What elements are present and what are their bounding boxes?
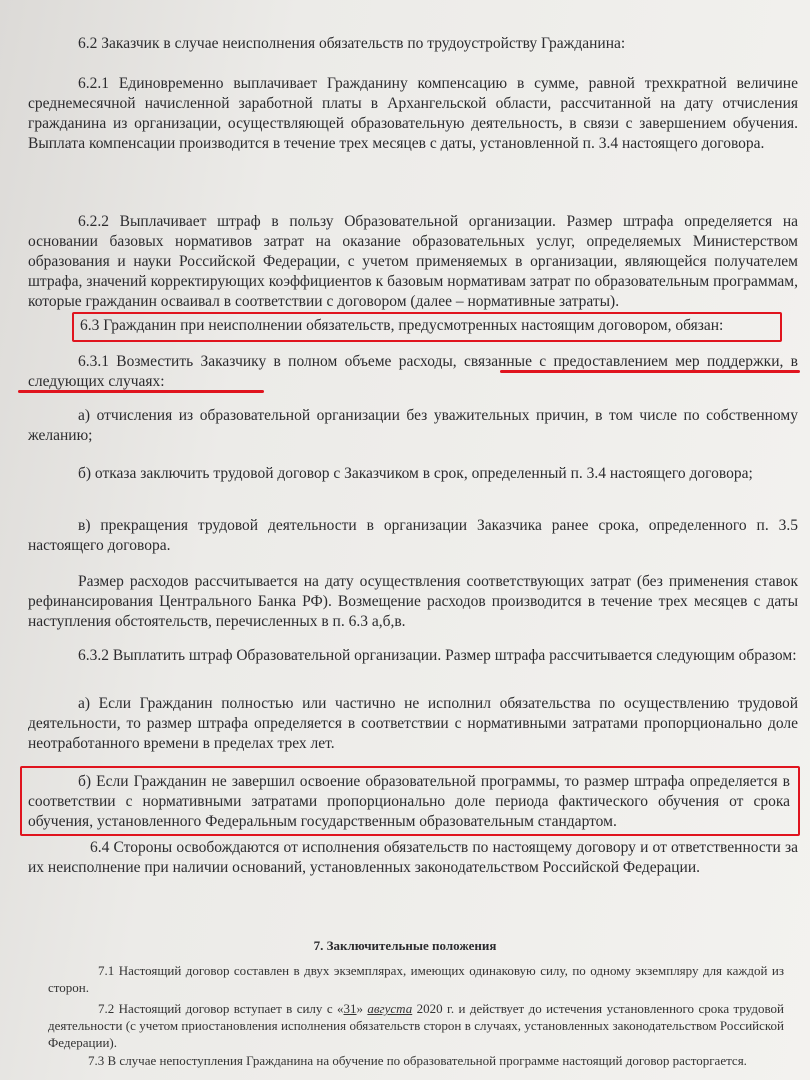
- clause-7-2-month: августа: [367, 1001, 413, 1016]
- highlight-underline-2: [18, 390, 264, 393]
- clause-6-3-1-b: б) отказа заключить трудовой договор с Заказчиком в срок, определенный п. 3.4 настоящего договора;: [78, 465, 753, 482]
- clause-7-2: [48, 1000, 784, 1051]
- clause-6-3-2-a: а) Если Гражданин полностью или частично не исполнил обязательства по осуществлению трудовой деятельности, то размер штрафа определяется в соответствии с нормативными затратами пропорционально доле неотработанного времени в пределах трех лет.: [28, 695, 798, 752]
- clause-6-3-1-a: а) отчисления из образовательной организации без уважительных причин, в том числе по собственному желанию;: [28, 407, 798, 444]
- clause-7-3: 7.3 В случае непоступления Гражданина на обучение по образовательной программе настоящий договор расторгается.: [88, 1053, 747, 1068]
- clause-7-2-day: 31: [343, 1001, 357, 1016]
- clause-6-3-2: 6.3.2 Выплатить штраф Образовательной организации. Размер штрафа рассчитывается следующим образом:: [78, 647, 797, 664]
- section-7-title: 7. Заключительные положения: [313, 938, 497, 953]
- clause-razmer-raskhodov: Размер расходов рассчитывается на дату осуществления соответствующих затрат (без применения ставок рефинансирования Центрального Банка РФ). Возмещение расходов производится в течение трех месяцев с даты наступления обстоятельств, перечисленных в п. 6.3 а,б,в.: [28, 573, 798, 630]
- clause-6-3: 6.3 Гражданин при неисполнении обязательств, предусмотренных настоящим договором, обязан:: [80, 317, 724, 334]
- clause-7-2-start: 7.2 Настоящий договор вступает в силу с «: [98, 1001, 344, 1016]
- clause-6-3-2-b: б) Если Гражданин не завершил освоение образовательной программы, то размер штрафа определяется в соответствии с нормативными затратами пропорционально доле периода фактического обучения от срока обучения, установленного Федеральным государственным образовательным стандартом.: [28, 773, 790, 830]
- clause-6-3-1: 6.3.1 Возместить Заказчику в полном объеме расходы, связанные с предоставлением мер поддержки, в следующих случаях:: [28, 353, 798, 390]
- clause-6-2-2: 6.2.2 Выплачивает штраф в пользу Образовательной организации. Размер штрафа определяется на основании базовых нормативов затрат на оказание образовательных услуг, определяемых Министерством образования и науки Российской Федерации, с учетом применяемых в организации, являющейся получателем штрафа, значений корректирующих коэффициентов к базовым нормативам затрат по образовательным программам, которые гражданин осваивал в соответствии с договором (далее – нормативные затраты).: [28, 213, 798, 310]
- clause-6-4: 6.4 Стороны освобождаются от исполнения обязательств по настоящему договору и от ответственности за их неисполнение при наличии оснований, установленных законодательством Российской Федерации.: [28, 839, 798, 876]
- clause-6-3-1-v: в) прекращения трудовой деятельности в организации Заказчика ранее срока, определенного п. 3.5 настоящего договора.: [28, 517, 798, 554]
- clause-6-2: 6.2 Заказчик в случае неисполнения обязательств по трудоустройству Гражданина:: [78, 35, 626, 52]
- clause-7-2-rest: 2020 г. и действует до истечения установленного срока трудовой деятельности (с учетом приостановления исполнения обязательств сторон в случаях, установленных законодательством Российской Федерации).: [48, 1001, 784, 1050]
- highlight-underline-1: [500, 370, 800, 373]
- clause-6-2-1: 6.2.1 Единовременно выплачивает Гражданину компенсацию в сумме, равной трехкратной величине среднемесячной начисленной заработной платы в Архангельской области, рассчитанной на дату отчисления гражданина из организации, осуществляющей образовательную деятельность, в связи с завершением обучения. Выплата компенсации производится в течение трех месяцев с даты, установленной п. 3.4 настоящего договора.: [28, 75, 798, 152]
- clause-7-2-sep: »: [356, 1001, 368, 1016]
- clause-7-1: 7.1 Настоящий договор составлен в двух экземплярах, имеющих одинаковую силу, по одному экземпляру для каждой из сторон.: [48, 963, 784, 995]
